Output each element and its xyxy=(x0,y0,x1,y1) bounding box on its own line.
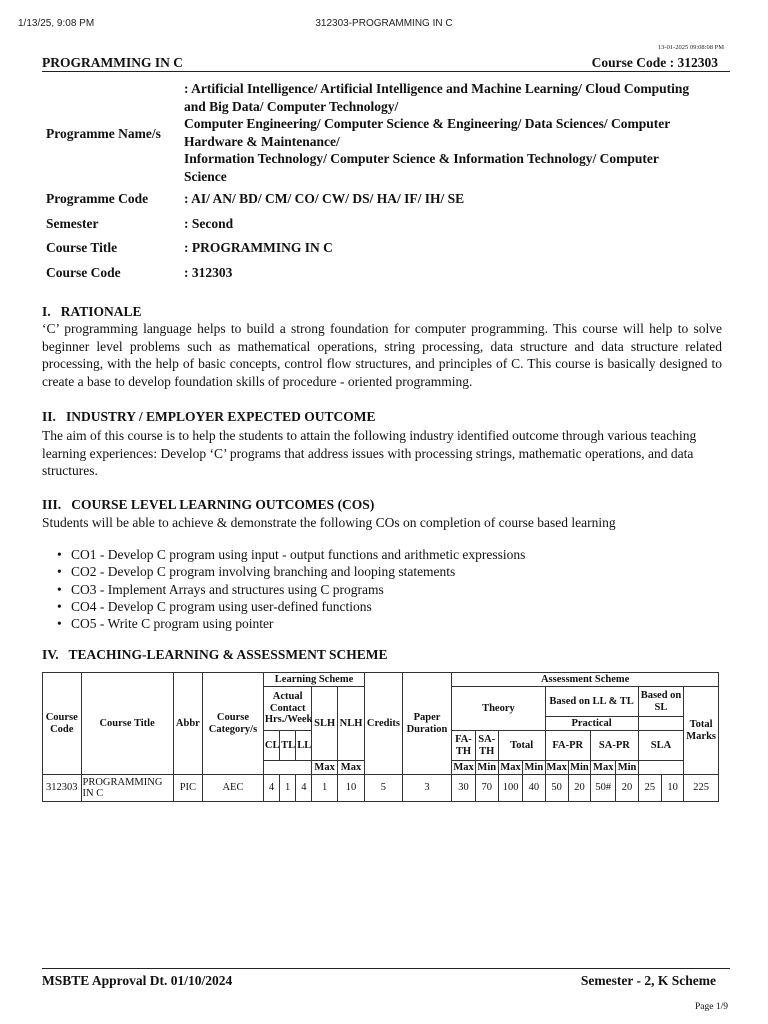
header-contact-blank xyxy=(263,761,312,775)
industry-outcome-heading: II. INDUSTRY / EMPLOYER EXPECTED OUTCOME xyxy=(42,409,376,424)
header-based-on-sl: Based on SL xyxy=(638,687,684,717)
course-title-label: Course Title xyxy=(46,240,118,255)
course-title-bar xyxy=(42,53,730,72)
cell-credits: 5 xyxy=(365,775,402,802)
cell-sa-pr-min: 20 xyxy=(616,775,638,802)
header-abbr: Abbr xyxy=(173,673,202,775)
cell-category: AEC xyxy=(203,775,264,802)
cell-total-marks: 225 xyxy=(684,775,719,802)
header-sa-pr: SA-PR xyxy=(591,731,639,761)
header-practical-blank xyxy=(638,717,684,731)
programme-name-label: Programme Name/s xyxy=(46,126,161,141)
cell-fa-pr-min: 20 xyxy=(568,775,590,802)
header-actual-contact: Actual Contact Hrs./Week xyxy=(263,687,312,731)
rationale-heading: I. RATIONALE xyxy=(42,304,142,319)
header-max: Max xyxy=(500,761,521,773)
header-min: Min xyxy=(475,761,498,775)
rationale-text: ‘C’ programming language helps to build a strong foundation for computer programming. This course will help to solve beginner level problems such as mathematical operations, string processing, data structure and data structure related processing, with the help of basic concepts, control flow structures, and principles of C. This course is basically designed to create a base to develop foundation skills of procedure - oriented programming. xyxy=(42,321,722,389)
header-course-category: Course Category/s xyxy=(203,673,264,775)
cell-total-min: 40 xyxy=(523,775,545,802)
cell-cl: 4 xyxy=(263,775,279,802)
header-fa-th: FA-TH xyxy=(452,731,475,761)
course-code-header: Course Code : 312303 xyxy=(591,55,718,70)
course-outcomes-intro: Students will be able to achieve & demonstrate the following COs on completion of course based learning xyxy=(42,515,616,530)
programme-name-line: and Big Data/ Computer Technology/ xyxy=(184,98,399,114)
header-max: Max xyxy=(591,761,616,775)
industry-outcome-text: The aim of this course is to help the students to attain the following industry identified outcome through various teaching learning experiences: Develop ‘C’ programs that address issues with processing strings, mathematic operations, and data structures. xyxy=(42,428,697,478)
cell-tl: 1 xyxy=(280,775,296,802)
course-outcomes-list xyxy=(56,546,525,632)
header-max: Max xyxy=(546,761,567,773)
course-outcomes-heading: III. COURSE LEVEL LEARNING OUTCOMES (COS) xyxy=(42,497,375,512)
co-item: • CO3 - Implement Arrays and structures using C programs xyxy=(56,581,525,598)
cell-ll: 4 xyxy=(296,775,312,802)
header-paper-duration: Paper Duration xyxy=(402,673,452,775)
programme-code-value: : AI/ AN/ BD/ CM/ CO/ CW/ DS/ HA/ IF/ IH/ SE xyxy=(184,191,465,206)
print-document-title: 312303-PROGRAMMING IN C xyxy=(315,18,453,29)
header-theory: Theory xyxy=(452,687,545,731)
course-title-value: : PROGRAMMING IN C xyxy=(184,240,333,255)
cell-paper-duration: 3 xyxy=(402,775,452,802)
cell-slh: 1 xyxy=(312,775,337,802)
cell-sla-max: 25 xyxy=(638,775,661,802)
course-code-value: : 312303 xyxy=(184,265,233,280)
programme-name-line: : Artificial Intelligence/ Artificial Intelligence and Machine Learning/ Cloud Computing xyxy=(184,81,690,96)
header-slh: SLH xyxy=(312,687,337,761)
header-max: Max xyxy=(453,761,474,773)
programme-code-label: Programme Code xyxy=(46,191,149,206)
header-sa-th: SA-TH xyxy=(475,731,498,761)
cell-sa-pr-max: 50# xyxy=(591,775,616,802)
cell-abbr: PIC xyxy=(173,775,202,802)
cell-course-code: 312303 xyxy=(43,775,82,802)
header-learning-scheme: Learning Scheme xyxy=(263,673,364,687)
cell-nlh: 10 xyxy=(337,775,364,802)
programme-name-value xyxy=(184,80,739,185)
header-max: Max xyxy=(312,761,337,775)
header-practical: Practical xyxy=(545,717,638,731)
header-max: Max xyxy=(337,761,364,775)
generated-timestamp: 13-01-2025 09:08:08 PM xyxy=(657,44,724,51)
co-item: • CO5 - Write C program using pointer xyxy=(56,615,525,632)
semester-label: Semester xyxy=(46,216,99,231)
print-header xyxy=(0,18,768,32)
co-item: • CO4 - Develop C program using user-defined functions xyxy=(56,598,525,615)
header-tl: TL xyxy=(280,731,296,761)
page-number: Page 1/9 xyxy=(695,1002,728,1012)
header-fa-pr: FA-PR xyxy=(545,731,591,761)
course-code-label: Course Code xyxy=(46,265,121,280)
header-assessment-scheme: Assessment Scheme xyxy=(452,673,719,687)
table-row xyxy=(43,775,719,802)
programme-name-line: Computer Engineering/ Computer Science & Engineering/ Data Sciences/ Computer xyxy=(184,116,671,131)
scheme-heading: IV. TEACHING-LEARNING & ASSESSMENT SCHEME xyxy=(42,647,388,662)
header-course-code: Course Code xyxy=(43,673,82,775)
semester-scheme: Semester - 2, K Scheme xyxy=(580,973,716,988)
cell-course-title: PROGRAMMING IN C xyxy=(81,775,173,802)
co-item: • CO2 - Develop C program involving branching and looping statements xyxy=(56,563,525,580)
teaching-assessment-table xyxy=(42,672,719,802)
course-info-block xyxy=(46,80,736,280)
co-item: • CO1 - Develop C program using input - output functions and arithmetic expressions xyxy=(56,546,525,563)
cell-sla-min: 10 xyxy=(661,775,683,802)
header-total-marks: Total Marks xyxy=(684,687,719,775)
print-datetime: 1/13/25, 9:08 PM xyxy=(18,18,95,29)
page-footer xyxy=(42,968,730,989)
header-based-on-ll-tl: Based on LL & TL xyxy=(545,687,638,717)
cell-total-max: 100 xyxy=(498,775,522,802)
semester-value: : Second xyxy=(184,216,234,231)
header-credits: Credits xyxy=(365,673,402,775)
course-name: PROGRAMMING IN C xyxy=(42,55,183,70)
header-min: Min xyxy=(570,761,589,773)
programme-name-line: Information Technology/ Computer Science & Information Technology/ Computer xyxy=(184,151,659,166)
header-min: Min xyxy=(617,761,637,773)
header-course-title: Course Title xyxy=(81,673,173,775)
cell-fa-th-max: 30 xyxy=(452,775,475,802)
header-cl: CL xyxy=(263,731,279,761)
programme-name-line: Science xyxy=(184,168,227,184)
cell-sa-th-max: 70 xyxy=(475,775,498,802)
approval-date: MSBTE Approval Dt. 01/10/2024 xyxy=(42,973,233,988)
cell-fa-pr-max: 50 xyxy=(545,775,568,802)
header-sla: SLA xyxy=(638,731,684,761)
header-min: Min xyxy=(524,761,544,773)
header-nlh: NLH xyxy=(337,687,364,761)
header-ll: LL xyxy=(296,731,312,761)
header-total: Total xyxy=(498,731,545,761)
programme-name-line: Hardware & Maintenance/ xyxy=(184,133,340,149)
